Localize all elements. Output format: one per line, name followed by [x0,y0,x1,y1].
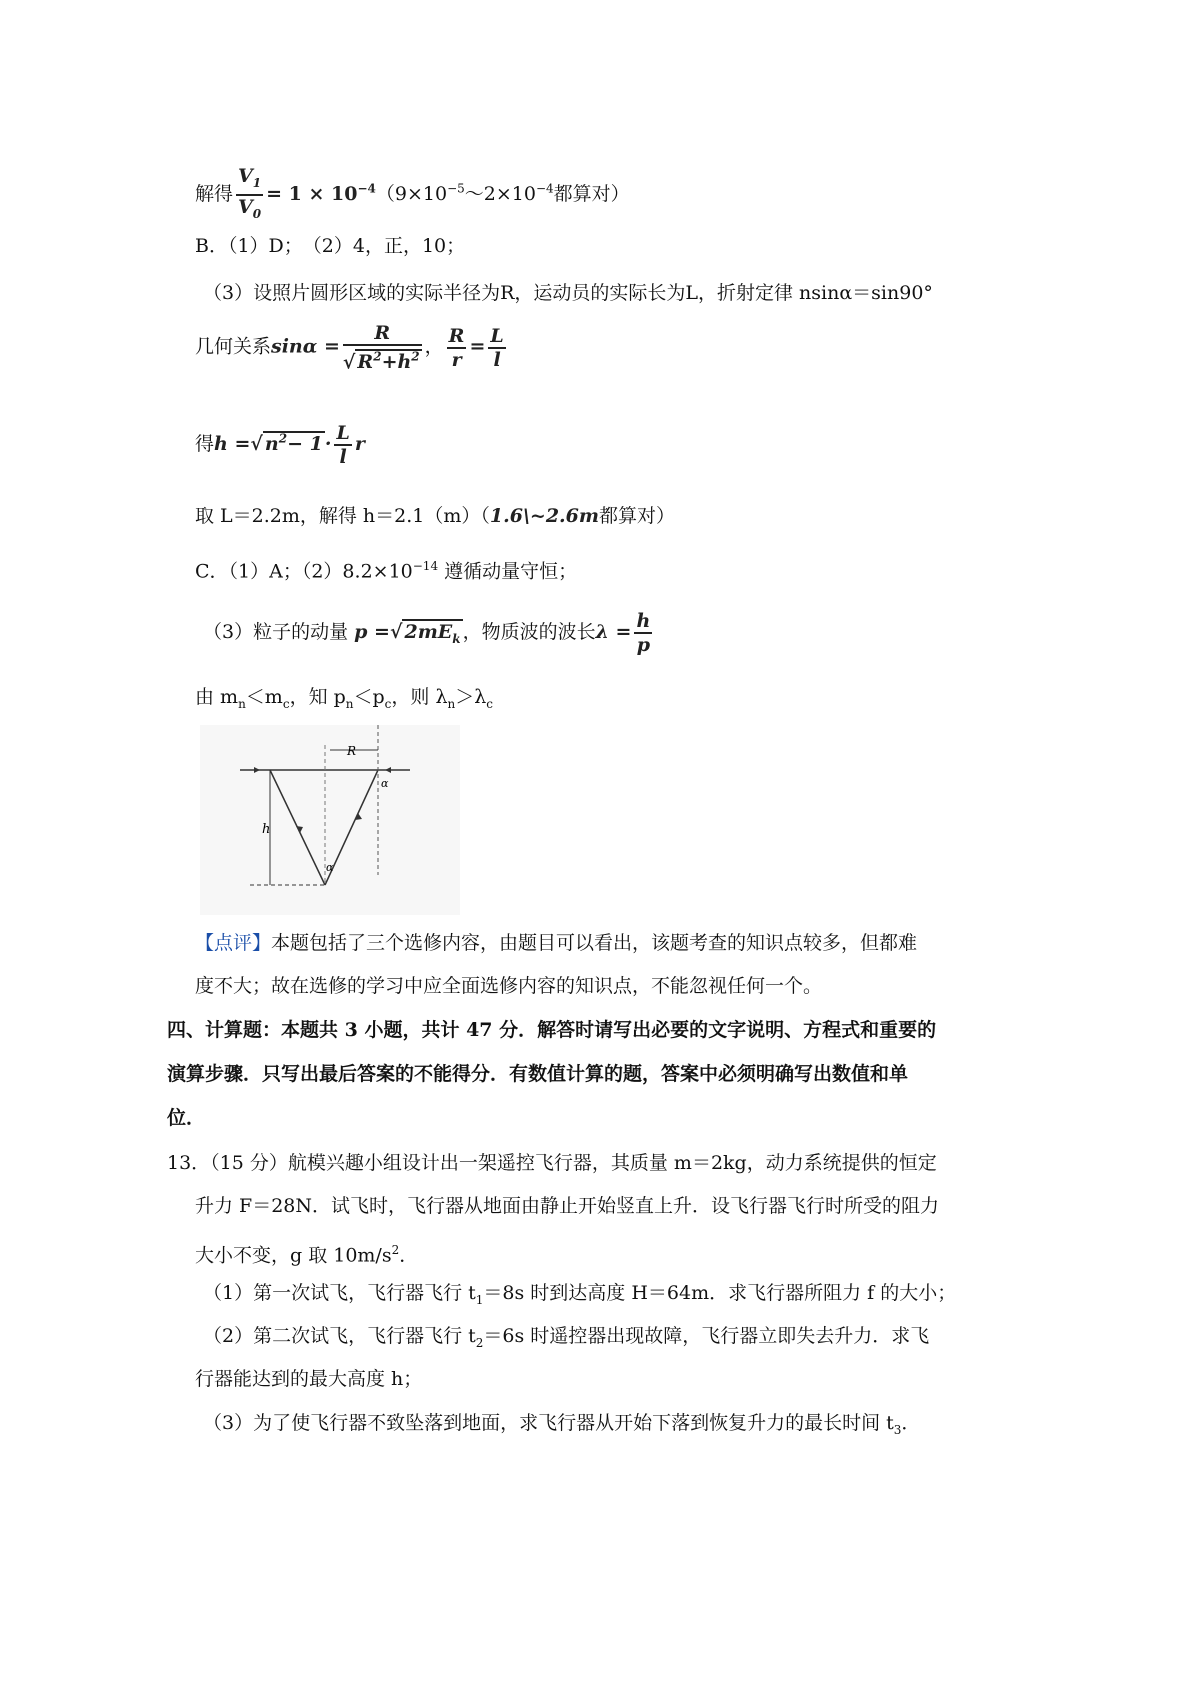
review-line-1 [195,930,917,956]
text: h [636,610,651,632]
text: （3）粒子的动量 [203,621,349,643]
text: ，物质波的波长 [462,621,596,643]
text: − 1 [287,433,323,455]
text: ，知 p [289,686,346,708]
text: （2）第二次试飞，飞行器飞行 t [203,1325,476,1347]
geometry-relation-line [195,322,509,373]
answer-c-line [195,553,577,584]
text: 2mE [404,621,453,643]
text: ，则 λ [391,686,448,708]
text: 1 [252,175,262,190]
text: n [264,433,279,455]
compare-line [195,684,493,717]
section-heading-3: 位． [167,1107,206,1129]
take-value-line [195,503,675,529]
text: c [384,696,392,711]
text: c [282,696,290,711]
text: ． [901,1412,921,1434]
text: V [238,195,253,218]
text: R [448,324,465,347]
text: p [636,634,651,656]
review-tag: 【点评】 [195,932,272,954]
text: 都算对） [598,505,675,527]
text: −4 [535,181,554,196]
q13-part-2-cont: 行器能达到的最大高度 h； [195,1368,423,1390]
text: n [345,696,354,711]
text: r [354,433,365,455]
q13-line-2: 升力 F＝28N．试飞时，飞行器从地面由静止开始竖直上升．设飞行器飞行时所受的阻力 [195,1195,940,1217]
text: （9×10 [375,182,448,205]
text: ～2×10 [464,182,536,205]
text: sinα = [271,335,340,358]
text: 2 [391,1243,400,1257]
wavelength-fraction [634,610,652,656]
label-alpha-top: α [381,777,389,790]
text: = 1 × 10 [266,182,358,205]
text: 3 [893,1422,902,1437]
text: 得 [195,433,215,455]
text: （1）第一次试飞，飞行器飞行 t [203,1282,476,1304]
text: R [343,322,422,346]
text: 1 [475,1292,484,1307]
text: 几何关系 [195,335,272,358]
text: = [469,335,486,358]
text: −5 [447,181,465,196]
text: 解得 [195,182,234,205]
review-line-2: 度不大；故在选修的学习中应全面选修内容的知识点，不能忽视任何一个。 [195,975,823,997]
l-fraction [334,422,351,468]
result-h-line: 得h =√ $n^2- 1$ · $\frac{L}{l}$ r [195,422,365,468]
ratio-r-fraction [447,325,467,371]
text: ＜m [245,686,283,708]
text: ． [399,1244,419,1267]
text: 由 m [195,686,239,708]
text: 取 L＝2.2m，解得 h＝2.1（m）（ [195,505,490,527]
sin-fraction: $\frac{R}{√ R^2+h^2}$ [342,322,420,374]
text: 1.6\~2.6m [489,505,599,527]
ratio-fraction [236,165,263,225]
ratio-l-fraction [488,325,505,371]
text: −14 [412,559,439,573]
text: ， [424,335,444,358]
text: n [447,696,456,711]
text: l [339,446,347,468]
text: 2 [475,1335,484,1350]
text: · [324,433,332,455]
figure-background [200,725,460,915]
label-h: h [262,822,271,837]
text: （3）为了使飞行器不致坠落到地面，求飞行器从开始下落到恢复升力的最长时间 t [203,1412,894,1434]
text: ＝6s 时遥控器出现故障，飞行器立即失去升力．求飞 [483,1325,930,1347]
text: 2 [373,350,382,364]
text: V [238,165,253,187]
refraction-figure [200,725,460,915]
text: 本题包括了三个选修内容，由题目可以看出，该题考查的知识点较多，但都难 [271,932,918,954]
text: ＝8s 时到达高度 H＝64m．求飞行器所阻力 f 的大小； [483,1282,957,1304]
text: p = [354,621,390,643]
text: k [452,631,461,646]
q13-part-2 [203,1323,929,1356]
q13-line-3 [195,1237,418,1268]
text: −4 [357,181,376,196]
text: 遵循动量守恒； [438,560,578,583]
text: R [357,351,374,374]
section-heading-1: 四、计算题：本题共 3 小题，共计 47 分．解答时请写出必要的文字说明、方程式和重要的 [167,1019,937,1041]
text: r [451,348,462,371]
text: c [486,696,494,711]
text: 都算对） [553,182,630,205]
text: n [238,696,246,711]
answer-b-line: B．（1）D； （2）4，正，10； [195,235,466,257]
text: 大小不变，g 取 10m/s [195,1244,392,1267]
text: L [490,324,504,347]
text: 0 [252,206,262,221]
text: 2 [278,431,288,446]
text: L [336,422,350,444]
momentum-line: （3）粒子的动量 p =√ $2mE_k$ ，物质波的波长λ = $\frac{h}{p}$ [203,610,651,656]
q13-part-3 [203,1410,920,1443]
section-heading-2: 演算步骤．只写出最后答案的不能得分．有数值计算的题，答案中必须明确写出数值和单 [167,1063,909,1085]
label-alpha-bottom: α [326,861,334,874]
q13-part-1 [203,1280,956,1313]
label-R: R [347,744,357,758]
text: ＞λ [455,686,487,708]
text: l [493,348,501,371]
text: 2 [411,350,420,364]
answer-b3-line: （3）设照片圆形区域的实际半径为R，运动员的实际长为L，折射定律 nsinα＝sin90° [203,282,933,304]
text: λ = [595,621,632,643]
q13-line-1: 13．（15 分）航模兴趣小组设计出一架遥控飞行器，其质量 m＝2kg，动力系统提供的恒定 [167,1152,937,1174]
text: h = [214,433,251,455]
text: C．（1）A；（2）8.2×10 [195,560,413,583]
text: ＜p [353,686,385,708]
solve-ratio-line [195,165,630,225]
text: +h [381,351,412,374]
